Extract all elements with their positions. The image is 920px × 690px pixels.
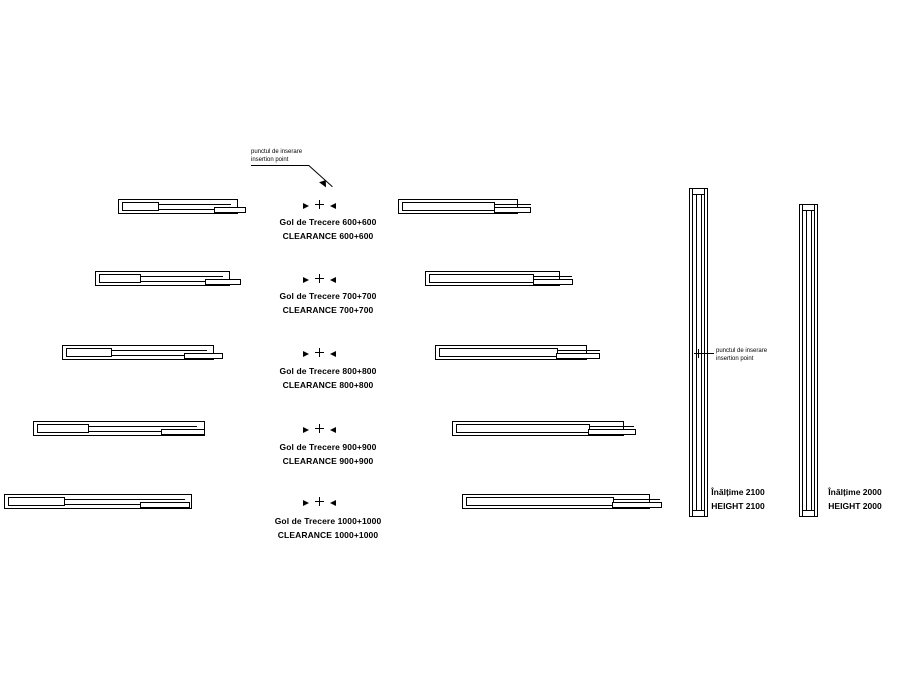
door-line-a-row1-left bbox=[159, 204, 231, 205]
door-leaf-inner-right-row5 bbox=[466, 497, 614, 506]
arrow-right-icon bbox=[303, 277, 309, 283]
arrow-left-icon bbox=[330, 277, 336, 283]
insertion-marker-row2 bbox=[313, 274, 326, 283]
door-leaf-inner-left-row2 bbox=[99, 274, 141, 283]
door-leaf-tail-left-row4 bbox=[161, 429, 205, 435]
column-label-ro-2100: Înălțime 2100 bbox=[711, 487, 765, 497]
arrow-left-icon bbox=[330, 203, 336, 209]
door-section-line-b-2000 bbox=[811, 210, 812, 511]
column-label-en-2000: HEIGHT 2000 bbox=[828, 501, 882, 511]
column-label-ro-2000: Înălțime 2000 bbox=[828, 487, 882, 497]
arrow-left-icon bbox=[330, 427, 336, 433]
door-leaf-tail-left-row3 bbox=[184, 353, 223, 359]
door-section-inner-2000 bbox=[802, 210, 815, 511]
arrow-right-icon bbox=[303, 427, 309, 433]
door-line-a-row3-right bbox=[558, 350, 600, 351]
door-leaf-inner-left-row4 bbox=[37, 424, 89, 433]
door-leaf-tail-right-row4 bbox=[588, 429, 636, 435]
row-label-ro-3: Gol de Trecere 800+800 bbox=[279, 366, 377, 376]
door-line-a-row4-right bbox=[590, 426, 634, 427]
door-leaf-inner-left-row1 bbox=[122, 202, 159, 211]
door-leaf-inner-right-row4 bbox=[456, 424, 590, 433]
door-leaf-tail-left-row1 bbox=[214, 207, 246, 213]
door-section-head-2100 bbox=[692, 188, 705, 195]
door-leaf-inner-left-row5 bbox=[8, 497, 65, 506]
arrow-left-icon bbox=[330, 351, 336, 357]
insertion-point-star-icon bbox=[315, 200, 324, 209]
door-leaf-tail-right-row5 bbox=[612, 502, 662, 508]
door-leaf-tail-right-row2 bbox=[533, 279, 573, 285]
door-section-line-a-2000 bbox=[806, 210, 807, 511]
arrow-right-icon bbox=[303, 203, 309, 209]
insertion-point-note-en: insertion point bbox=[251, 157, 289, 163]
row-label-ro-1: Gol de Trecere 600+600 bbox=[279, 217, 377, 227]
row-label-en-4: CLEARANCE 900+900 bbox=[282, 456, 374, 466]
arrow-right-icon bbox=[303, 351, 309, 357]
row-label-en-1: CLEARANCE 600+600 bbox=[282, 231, 374, 241]
row-label-en-5: CLEARANCE 1000+1000 bbox=[277, 530, 379, 540]
door-line-a-row4-left bbox=[89, 426, 197, 427]
door-section-sill-2100 bbox=[692, 510, 705, 517]
door-leaf-tail-right-row1 bbox=[494, 207, 531, 213]
column-leader-line-2100 bbox=[703, 353, 714, 354]
door-line-a-row1-right bbox=[495, 204, 531, 205]
column-label-en-2100: HEIGHT 2100 bbox=[711, 501, 765, 511]
row-label-ro-2: Gol de Trecere 700+700 bbox=[279, 291, 377, 301]
insertion-point-star-icon bbox=[315, 348, 324, 357]
row-label-ro-4: Gol de Trecere 900+900 bbox=[279, 442, 377, 452]
door-section-sill-2000 bbox=[802, 510, 815, 517]
door-section-head-2000 bbox=[802, 204, 815, 211]
door-leaf-tail-right-row3 bbox=[556, 353, 600, 359]
door-line-a-row3-left bbox=[112, 350, 207, 351]
column-note-ro-2100: punctul de inserare bbox=[716, 348, 768, 354]
door-leaf-inner-right-row3 bbox=[439, 348, 558, 357]
door-leaf-inner-right-row1 bbox=[402, 202, 495, 211]
insertion-marker-row3 bbox=[313, 348, 326, 357]
door-leaf-tail-left-row2 bbox=[205, 279, 241, 285]
row-label-en-2: CLEARANCE 700+700 bbox=[282, 305, 374, 315]
arrow-left-icon bbox=[330, 500, 336, 506]
row-label-en-3: CLEARANCE 800+800 bbox=[282, 380, 374, 390]
column-note-en-2100: insertion point bbox=[716, 356, 754, 362]
insertion-point-star-icon bbox=[315, 424, 324, 433]
door-leaf-inner-right-row2 bbox=[429, 274, 534, 283]
door-line-a-row5-right bbox=[614, 499, 660, 500]
leader-underline bbox=[251, 165, 309, 166]
door-line-a-row2-left bbox=[141, 276, 223, 277]
door-line-a-row5-left bbox=[65, 499, 185, 500]
insertion-marker-row5 bbox=[313, 497, 326, 506]
door-line-a-row2-right bbox=[534, 276, 572, 277]
insertion-point-star-icon-2100 bbox=[694, 349, 703, 358]
door-leaf-tail-left-row5 bbox=[140, 502, 190, 508]
row-label-ro-5: Gol de Trecere 1000+1000 bbox=[274, 516, 382, 526]
insertion-point-note-ro: punctul de inserare bbox=[251, 149, 303, 155]
insertion-marker-row1 bbox=[313, 200, 326, 209]
insertion-marker-row4 bbox=[313, 424, 326, 433]
door-leaf-inner-left-row3 bbox=[66, 348, 112, 357]
insertion-point-star-icon bbox=[315, 274, 324, 283]
insertion-point-star-icon bbox=[315, 497, 324, 506]
arrow-right-icon bbox=[303, 500, 309, 506]
